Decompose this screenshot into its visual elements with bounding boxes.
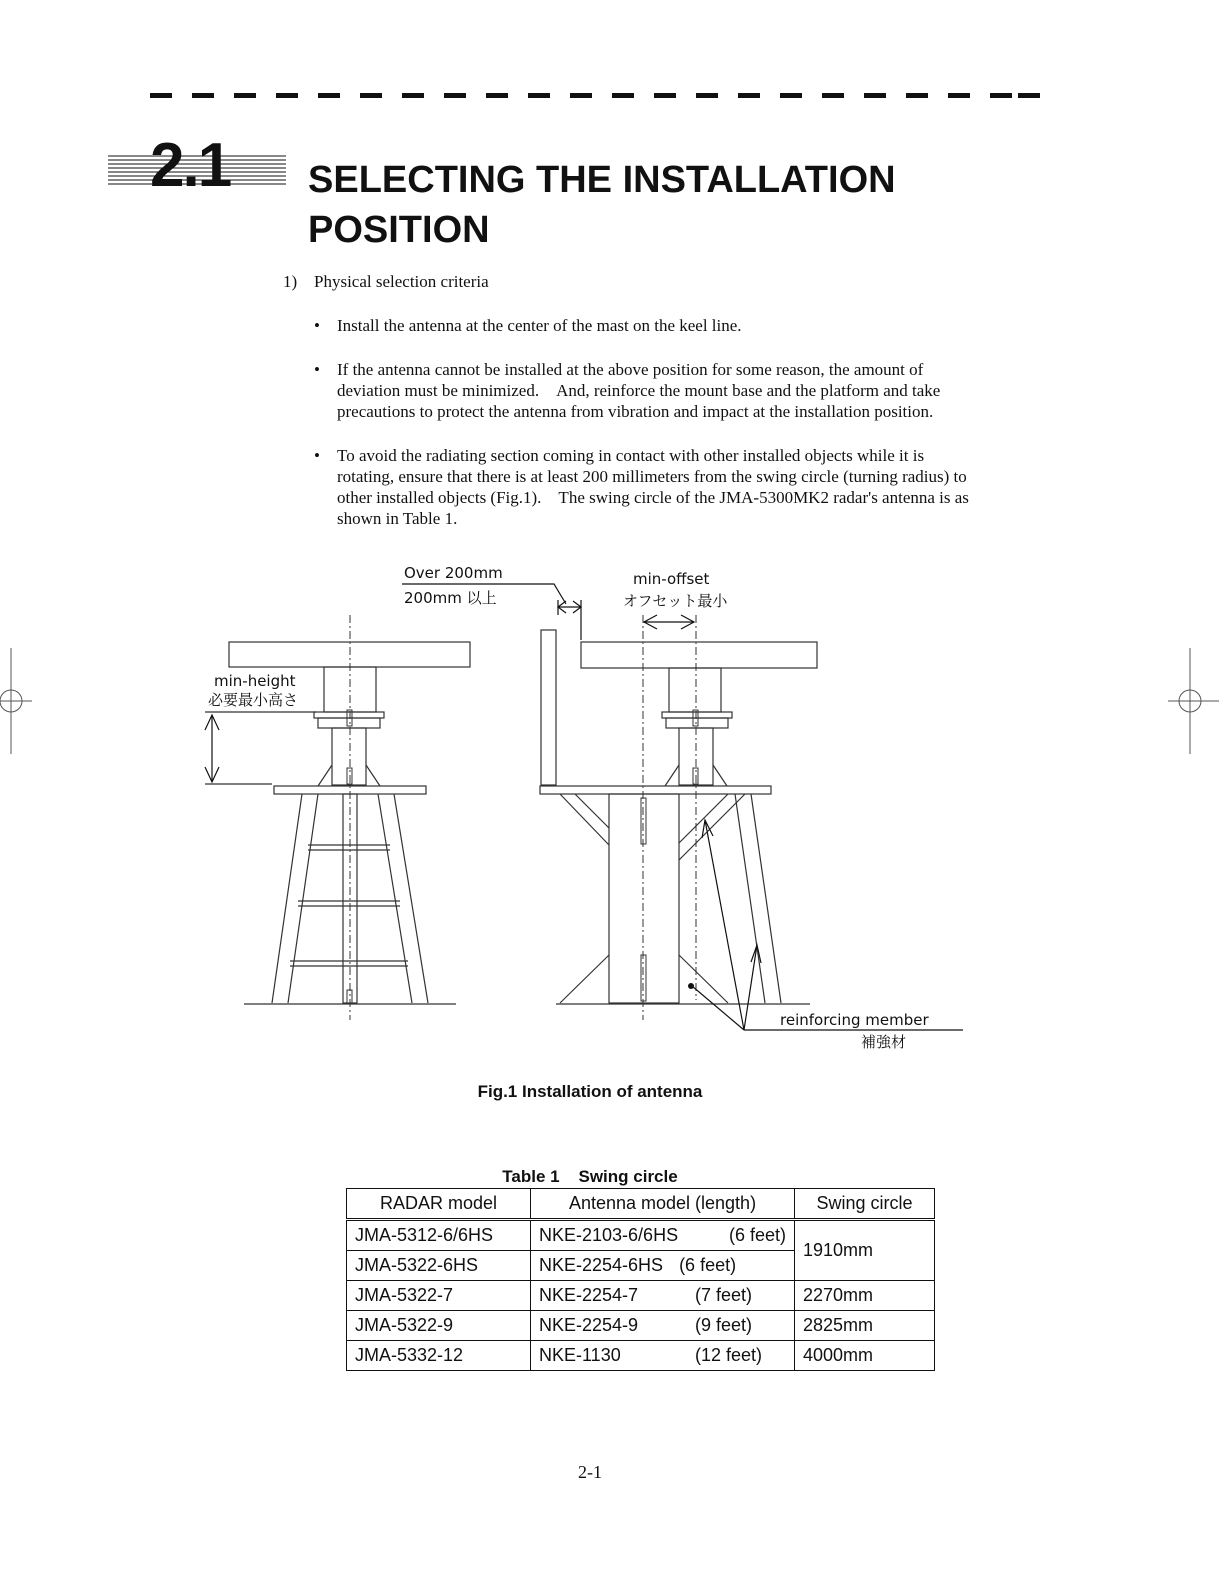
antenna-length: (12 feet) [695,1345,763,1365]
swing-circle-cell: 1910mm [795,1220,935,1281]
radar-model-cell: JMA-5322-6HS [347,1251,531,1281]
antenna-model-cell [531,1281,795,1311]
criteria-number: 1) [283,272,298,291]
bullet-2-line-1: If the antenna cannot be installed at the above position for some reason, the amount of [337,360,924,379]
bullet-1-line-1: Install the antenna at the center of the mast on the keel line. [337,316,742,335]
antenna-length: (9 feet) [695,1315,753,1335]
bullet-3-line-3: other installed objects (Fig.1). The swing circle of the JMA-5300MK2 radar's antenna is as [337,488,969,507]
antenna-model: NKE-2254-6HS [539,1255,664,1275]
swing-circle-table [346,1188,935,1371]
right-platform [540,786,771,794]
obstacle-post [541,630,556,785]
section-number-block [108,131,288,200]
bullet-2-line-3: precautions to protect the antenna from vibration and impact at the installation position. [337,402,934,421]
figure-caption: Fig.1 Installation of antenna [477,1082,703,1101]
radar-model-cell: JMA-5312-6/6HS [347,1220,531,1251]
registration-mark-left [0,648,40,754]
criteria-label: Physical selection criteria [314,272,489,291]
antenna-model-cell [531,1251,795,1281]
bullet-3-line-1: To avoid the radiating section coming in contact with other installed objects while it is [337,446,925,465]
antenna-installation-figure [190,555,990,1065]
right-antenna-radiator [581,642,817,668]
header-radar-model: RADAR model [347,1189,531,1220]
bullet-marker: • [314,316,320,335]
bullet-marker: • [314,446,320,465]
label-min-height: min-height [214,672,296,690]
bullet-3-line-4: shown in Table 1. [337,509,458,528]
antenna-model: NKE-1130 [539,1345,621,1365]
table-row [347,1281,935,1311]
radar-model-cell: JMA-5322-9 [347,1311,531,1341]
antenna-length: (6 feet) [679,1255,737,1275]
antenna-model-cell [531,1220,795,1251]
swing-circle-cell: 2825mm [795,1311,935,1341]
label-reinforcing-member-jp: 補強材 [861,1033,907,1051]
bullet-marker: • [314,360,320,379]
label-over-200mm: Over 200mm [404,564,503,582]
antenna-length: (6 feet) [728,1225,786,1245]
label-min-offset: min-offset [633,570,710,588]
label-min-offset-jp: オフセット最小 [623,592,728,610]
antenna-model: NKE-2254-9 [539,1315,639,1335]
antenna-length: (7 feet) [695,1285,753,1305]
section-title [308,155,1068,255]
bullet-text-3 [337,445,1037,529]
header-dashed-rule [150,92,1040,100]
left-antenna-pedestal [324,667,376,712]
table-row [347,1220,935,1251]
table-row [347,1311,935,1341]
antenna-model: NKE-2103-6/6HS [539,1225,679,1245]
label-reinforcing-member: reinforcing member [780,1011,929,1029]
swing-circle-cell: 4000mm [795,1341,935,1371]
section-title-line-1: SELECTING THE INSTALLATION [308,159,896,201]
header-swing-circle: Swing circle [795,1189,935,1220]
radar-model-cell: JMA-5322-7 [347,1281,531,1311]
antenna-model-cell [531,1311,795,1341]
table-header-row [347,1189,935,1220]
section-title-line-2: POSITION [308,209,490,251]
radar-model-cell: JMA-5332-12 [347,1341,531,1371]
section-number: 2.1 [150,131,231,200]
label-over-200mm-jp: 200mm 以上 [404,589,497,607]
table-row [347,1341,935,1371]
bullet-text-1 [337,315,1037,336]
bullet-3-line-2: rotating, ensure that there is at least 200 millimeters from the swing circle (turning radius) to [337,467,967,486]
antenna-model: NKE-2254-7 [539,1285,639,1305]
bullet-text-2 [337,359,1037,422]
bullet-2-line-2: deviation must be minimized. And, reinforce the mount base and the platform and take [337,381,941,400]
label-min-height-jp: 必要最小高さ [208,691,299,709]
swing-circle-cell: 2270mm [795,1281,935,1311]
page-number: 2-1 [578,1462,602,1482]
table-title: Table 1 Swing circle [502,1167,678,1186]
header-antenna-model: Antenna model (length) [531,1189,795,1220]
registration-mark-right [1168,648,1219,754]
antenna-model-cell [531,1341,795,1371]
